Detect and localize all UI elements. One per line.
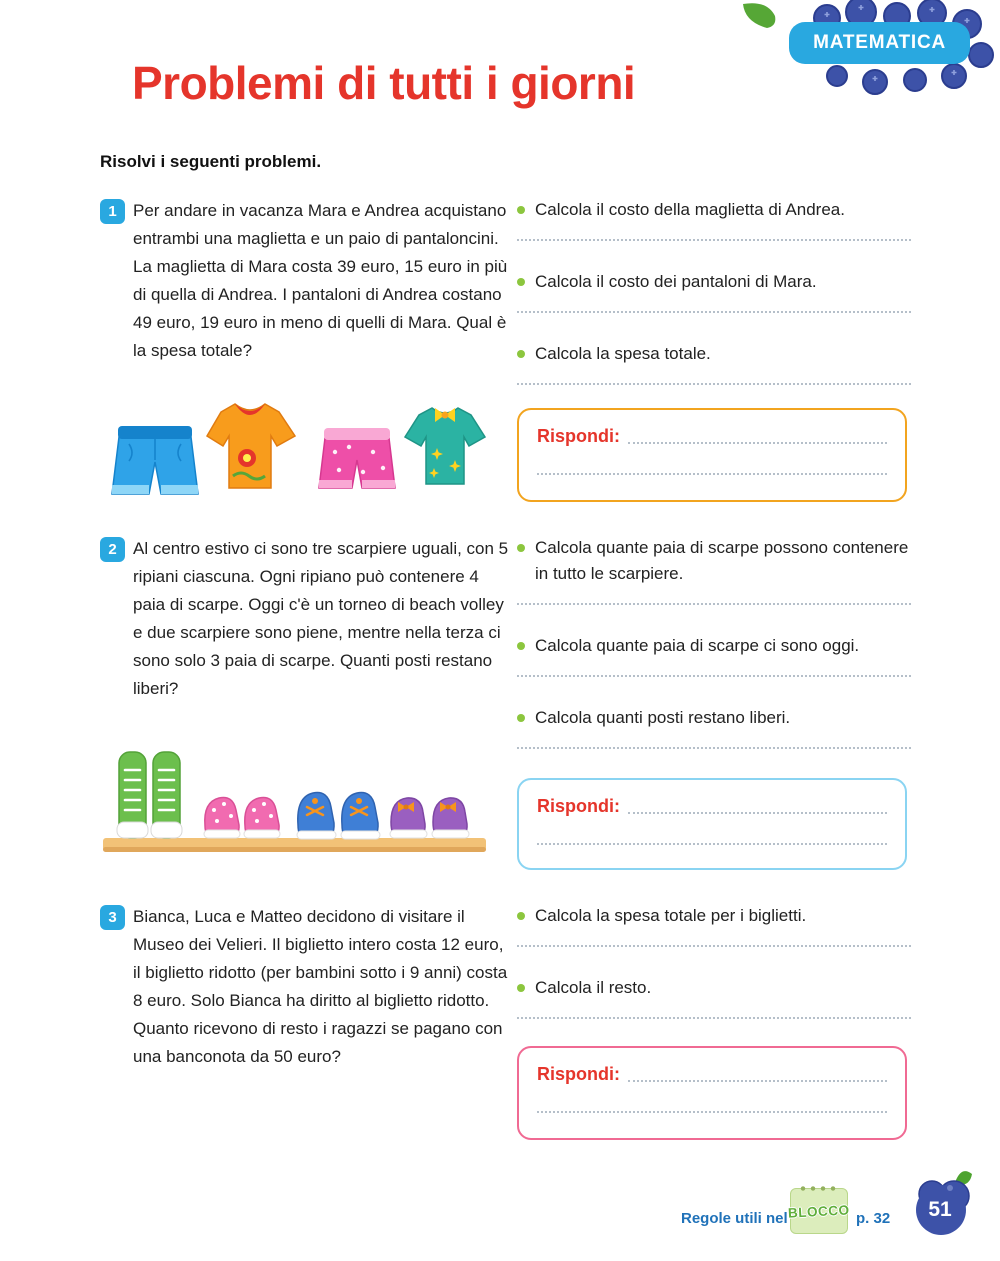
answer-writing-line — [537, 1111, 887, 1113]
shoes-illustration — [103, 740, 488, 858]
task-item — [517, 341, 911, 367]
bullet-icon — [517, 984, 525, 992]
task-item — [517, 633, 911, 659]
problem-3-tasks — [517, 903, 911, 1047]
bullet-icon — [517, 912, 525, 920]
answer-writing-line — [517, 603, 911, 605]
page-title: Problemi di tutti i giorni — [132, 57, 636, 109]
problem-number-badge: 3 — [100, 905, 125, 930]
task-item — [517, 197, 911, 223]
answer-writing-line — [517, 1017, 911, 1019]
task-item — [517, 975, 911, 1001]
task-text: Calcola la spesa totale per i biglietti. — [535, 906, 807, 925]
answer-label: Rispondi: — [537, 796, 620, 816]
answer-writing-line — [517, 239, 911, 241]
task-item — [517, 269, 911, 295]
instruction-text: Risolvi i seguenti problemi. — [100, 152, 322, 171]
bullet-icon — [517, 350, 525, 358]
answer-writing-line — [517, 675, 911, 677]
problem-text: Bianca, Luca e Matteo decidono di visitare il Museo dei Velieri. Il biglietto intero costa 12 euro, il biglietto ridotto (per bambini sotto i 9 anni) costa 8 euro. Solo Bianca ha diritto al biglietto ridotto. Quanto ricevono di resto i ragazzi se pagano con una banconota da 50 euro? — [133, 907, 508, 1066]
answer-box — [517, 1046, 907, 1140]
problem-2-tasks — [517, 535, 911, 777]
problem-2 — [100, 535, 514, 703]
problem-1-tasks — [517, 197, 911, 413]
task-text: Calcola quante paia di scarpe possono contenere in tutto le scarpiere. — [535, 538, 909, 583]
footer-reference-text: Regole utili nel — [681, 1210, 788, 1227]
blocco-notepad-icon — [787, 1188, 851, 1234]
bullet-icon — [517, 544, 525, 552]
bullet-icon — [517, 714, 525, 722]
answer-writing-line — [628, 1064, 887, 1082]
task-item — [517, 903, 911, 929]
footer-page-reference: p. 32 — [856, 1210, 891, 1227]
answer-writing-line — [517, 945, 911, 947]
answer-box — [517, 408, 907, 502]
task-item — [517, 705, 911, 731]
bullet-icon — [517, 642, 525, 650]
bullet-icon — [517, 206, 525, 214]
answer-label: Rispondi: — [537, 426, 620, 446]
problem-text: Al centro estivo ci sono tre scarpiere uguali, con 5 ripiani ciascuna. Ogni ripiano può contenere 4 paia di scarpe. Oggi c'è un torneo di beach volley e due scarpiere sono piene, mentre nella terza ci sono solo 3 paia di scarpe. Quanti posti restano liberi? — [133, 539, 509, 698]
answer-writing-line — [537, 473, 887, 475]
answer-writing-line — [517, 311, 911, 313]
answer-writing-line — [628, 796, 887, 814]
problem-number-badge: 1 — [100, 199, 125, 224]
task-text: Calcola il costo dei pantaloni di Mara. — [535, 272, 817, 291]
task-item — [517, 535, 911, 587]
answer-writing-line — [517, 747, 911, 749]
answer-label: Rispondi: — [537, 1064, 620, 1084]
problem-3 — [100, 903, 514, 1071]
task-text: Calcola il resto. — [535, 978, 652, 997]
clothes-illustration — [105, 396, 490, 508]
blocco-label: BLOCCO — [787, 1201, 851, 1221]
problem-number-badge: 2 — [100, 537, 125, 562]
page-number: 51 — [928, 1198, 952, 1221]
problem-1 — [100, 197, 514, 365]
answer-writing-line — [537, 843, 887, 845]
answer-writing-line — [517, 383, 911, 385]
problem-text: Per andare in vacanza Mara e Andrea acquistano entrambi una maglietta e un paio di pantaloncini. La maglietta di Mara costa 39 euro, 15 euro in più di quella di Andrea. I pantaloni di Andrea costano 49 euro, 19 euro in meno di quelli di Mara. Qual è la spesa totale? — [133, 201, 508, 360]
task-text: Calcola la spesa totale. — [535, 344, 711, 363]
task-text: Calcola quanti posti restano liberi. — [535, 708, 791, 727]
answer-writing-line — [628, 426, 887, 444]
bullet-icon — [517, 278, 525, 286]
answer-box — [517, 778, 907, 870]
subject-badge: MATEMATICA — [789, 22, 970, 64]
task-text: Calcola il costo della maglietta di Andrea. — [535, 200, 845, 219]
task-text: Calcola quante paia di scarpe ci sono oggi. — [535, 636, 860, 655]
page-number-marker — [910, 1170, 974, 1236]
